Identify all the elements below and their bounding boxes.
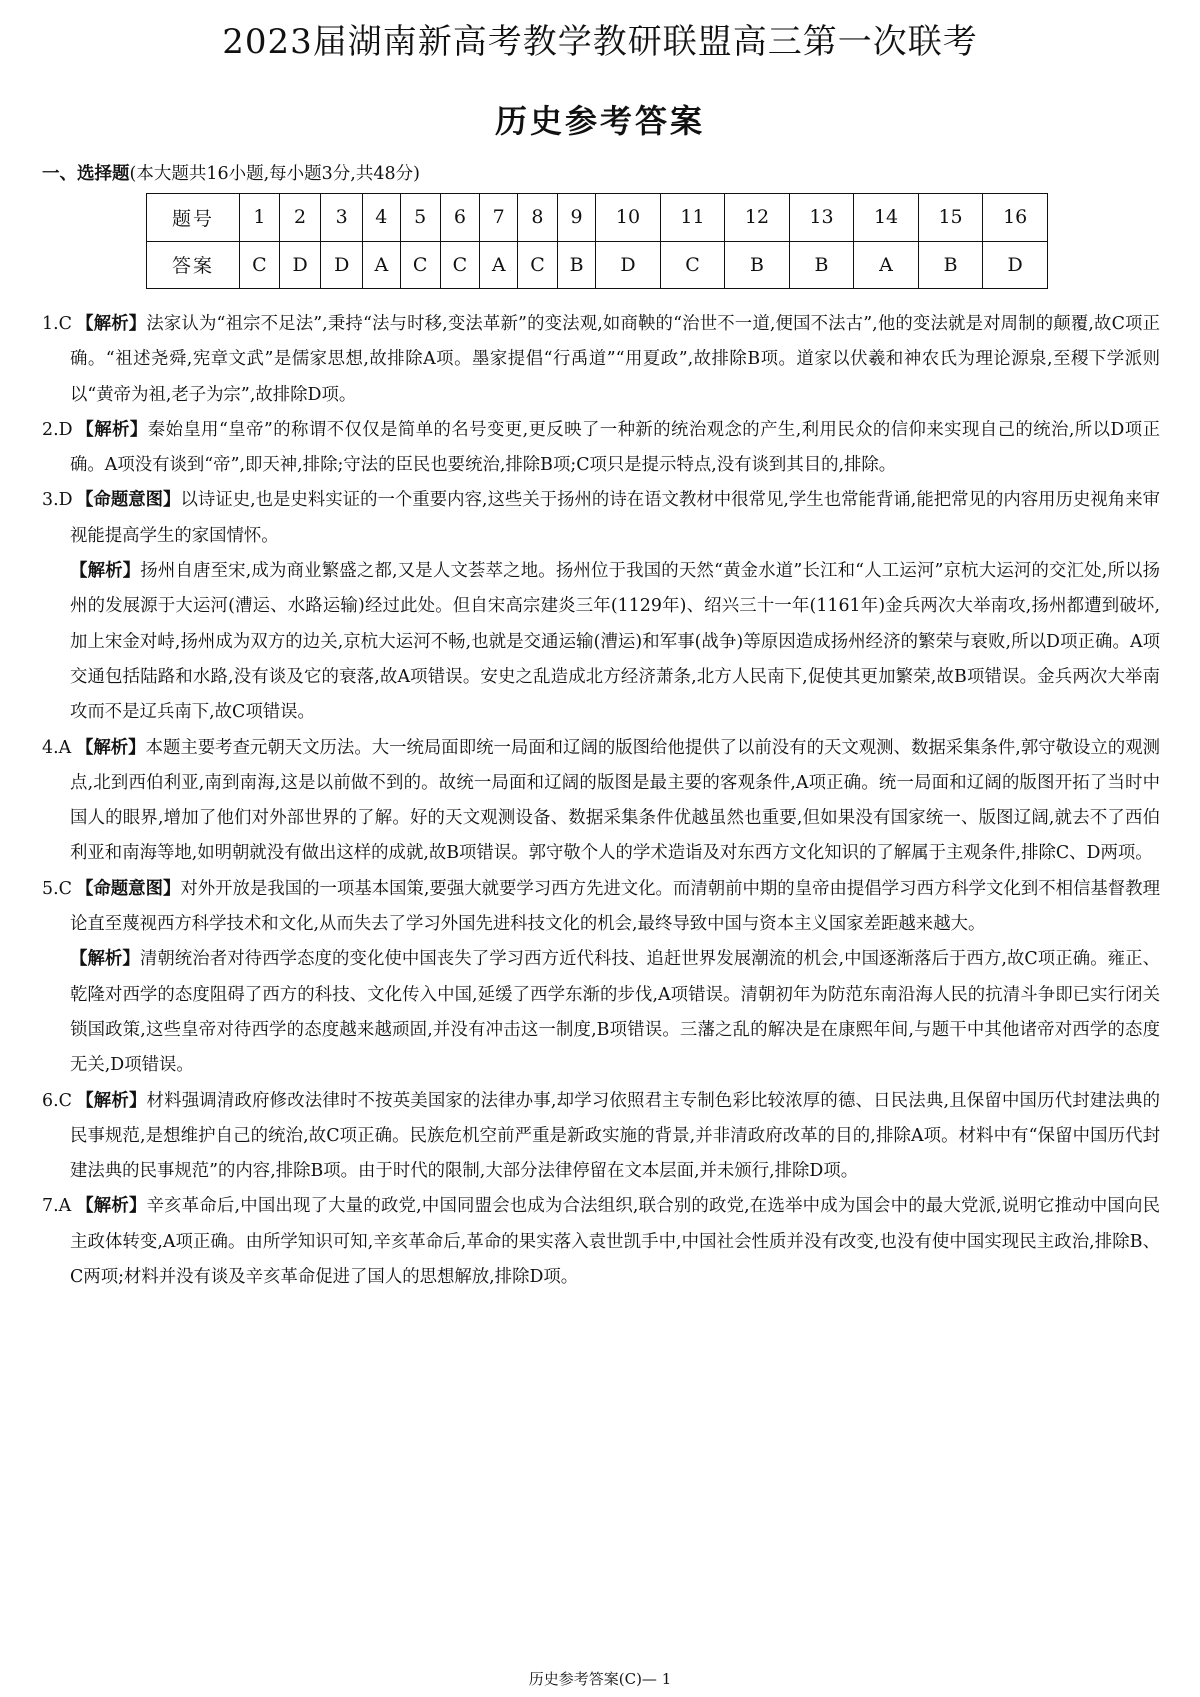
question-number: 6: [440, 194, 480, 242]
section-heading: [42, 160, 420, 185]
answer-cell: D: [983, 241, 1048, 289]
answer-cell: B: [789, 241, 854, 289]
answer-table: [146, 193, 1048, 289]
explanation-text: 辛亥革命后,中国出现了大量的政党,中国同盟会也成为合法组织,联合别的政党,在选举中成为国会中的最大党派,说明它推动中国向民主政体转变,A项正确。由所学知识可知,辛亥革命后,革命的果实落入袁世凯手中,中国社会性质并没有改变,也没有使中国实现民主政治,排除B、C两项;材料并没有谈及辛亥革命促进了国人的思想解放,排除D项。: [70, 1196, 1160, 1288]
question-number-answer: 3.D: [42, 490, 73, 511]
answer-cell: B: [918, 241, 983, 289]
explanation-text: 本题主要考查元朝天文历法。大一统局面即统一局面和辽阔的版图给他提供了以前没有的天文观测、数据采集条件,郭守敬设立的观测点,北到西伯利亚,南到南海,这是以前做不到的。故统一局面和辽阔的版图是最主要的客观条件,A项正确。统一局面和辽阔的版图开拓了当时中国人的眼界,增加了他们对外部世界的了解。好的天文观测设备、数据采集条件优越虽然也重要,但如果没有国家统一、版图辽阔,就去不了西伯利亚和南海等地,如明朝就没有做出这样的成就,故B项错误。郭守敬个人的学术造诣及对东西方文化知识的了解属于主观条件,排除C、D两项。: [70, 737, 1160, 864]
question-3-explanation: [42, 483, 1160, 554]
question-number: 12: [725, 194, 790, 242]
analysis-tag: 【解析】: [76, 314, 147, 334]
intent-tag: 【命题意图】: [76, 878, 181, 899]
analysis-tag: 【解析】: [76, 1196, 147, 1217]
question-number: 2: [279, 194, 321, 242]
question-1-explanation: [42, 307, 1160, 413]
question-number: 8: [518, 194, 558, 242]
page-footer: 历史参考答案(C)— 1: [528, 1670, 672, 1688]
answer-cell: D: [596, 241, 661, 289]
analysis-text: 清朝统治者对待西学态度的变化使中国丧失了学习西方近代科技、追赶世界发展潮流的机会,中国逐渐落后于西方,故C项正确。雍正、乾隆对西学的态度阻碍了西方的科技、文化传入中国,延缓了西学东渐的步伐,A项错误。清朝初年为防范东南沿海人民的抗清斗争即已实行闭关锁国政策,这些皇帝对待西学的态度越来越顽固,并没有冲击这一制度,B项错误。三藩之乱的解决是在康熙年间,与题干中其他诸帝对西学的态度无关,D项错误。: [70, 949, 1160, 1076]
question-number: 9: [557, 194, 595, 242]
answer-cell: B: [725, 241, 790, 289]
question-number: 5: [400, 194, 440, 242]
question-4-explanation: [42, 731, 1160, 872]
section-label: 一、选择题: [42, 164, 130, 184]
answer-cell: A: [480, 241, 518, 289]
question-number: 4: [362, 194, 400, 242]
answer-cell: A: [854, 241, 919, 289]
exam-title: 2023届湖南新高考教学教研联盟高三第一次联考: [222, 22, 978, 62]
answer-cell: C: [660, 241, 725, 289]
analysis-tag: 【解析】: [70, 949, 140, 970]
question-number: 11: [660, 194, 725, 242]
question-number-answer: 2.D: [42, 419, 73, 440]
answer-cell: C: [400, 241, 440, 289]
question-number-answer: 5.C: [42, 878, 72, 899]
question-3-analysis: [42, 554, 1160, 730]
answer-cell: B: [557, 241, 595, 289]
question-number-answer: 6.C: [42, 1090, 72, 1111]
analysis-text: 扬州自唐至宋,成为商业繁盛之都,又是人文荟萃之地。扬州位于我国的天然“黄金水道”长江和“人工运河”京杭大运河的交汇处,所以扬州的发展源于大运河(漕运、水路运输)经过此处。但自宋高宗建炎三年(1129年)、绍兴三十一年(1161年)金兵两次大举南攻,扬州都遭到破坏,加上宋金对峙,扬州成为双方的边关,京杭大运河不畅,也就是交通运输(漕运)和军事(战争)等原因造成扬州经济的繁荣与衰败,所以D项正确。A项交通包括陆路和水路,没有谈及它的衰落,故A项错误。安史之乱造成北方经济萧条,北方人民南下,促使其更加繁荣,故B项错误。金兵两次大举南攻而不是辽兵南下,故C项错误。: [70, 561, 1160, 723]
question-number-answer: 4.A: [42, 737, 72, 758]
answer-cell: C: [240, 241, 280, 289]
row-header-number: 题号: [147, 194, 240, 242]
explanations: [42, 307, 1160, 1295]
section-note: (本大题共16小题,每小题3分,共48分): [129, 164, 420, 184]
document-title: 历史参考答案: [494, 102, 705, 140]
question-7-explanation: [42, 1189, 1160, 1295]
explanation-text: 秦始皇用“皇帝”的称谓不仅仅是简单的名号变更,更反映了一种新的统治观念的产生,利用民众的信仰来实现自己的统治,所以D项正确。A项没有谈到“帝”,即天神,排除;守法的臣民也要统治,排除B项;C项只是提示特点,没有谈到其目的,排除。: [70, 419, 1160, 476]
question-number: 1: [240, 194, 280, 242]
question-number: 13: [789, 194, 854, 242]
analysis-tag: 【解析】: [76, 1090, 147, 1111]
question-2-explanation: [42, 413, 1160, 484]
question-6-explanation: [42, 1084, 1160, 1190]
answer-cell: C: [440, 241, 480, 289]
question-number: 3: [321, 194, 363, 242]
analysis-tag: 【解析】: [70, 561, 141, 582]
answer-cell: D: [279, 241, 321, 289]
question-number-answer: 1.C: [42, 314, 72, 334]
row-header-answer: 答案: [147, 241, 240, 289]
explanation-text: 对外开放是我国的一项基本国策,要强大就要学习西方先进文化。而清朝前中期的皇帝由提倡学习西方科学文化到不相信基督教理论直至蔑视西方科学技术和文化,从而失去了学习外国先进科技文化的机会,最终导致中国与资本主义国家差距越来越大。: [70, 878, 1160, 935]
explanation-text: 以诗证史,也是史料实证的一个重要内容,这些关于扬州的诗在语文教材中很常见,学生也常能背诵,能把常见的内容用历史视角来审视能提高学生的家国情怀。: [70, 490, 1160, 546]
answer-cell: C: [518, 241, 558, 289]
analysis-tag: 【解析】: [76, 419, 148, 440]
intent-tag: 【命题意图】: [76, 490, 181, 511]
question-number: 15: [918, 194, 983, 242]
question-number: 16: [983, 194, 1048, 242]
explanation-text: 材料强调清政府修改法律时不按英美国家的法律办事,却学习依照君主专制色彩比较浓厚的德、日民法典,且保留中国历代封建法典的民事规范,是想维护自己的统治,故C项正确。民族危机空前严重是新政实施的背景,并非清政府改革的目的,排除A项。材料中有“保留中国历代封建法典的民事规范”的内容,排除B项。由于时代的限制,大部分法律停留在文本层面,并未颁行,排除D项。: [70, 1090, 1160, 1182]
question-number-answer: 7.A: [42, 1196, 72, 1217]
question-number: 7: [480, 194, 518, 242]
question-number: 10: [596, 194, 661, 242]
explanation-text: 法家认为“祖宗不足法”,秉持“法与时移,变法革新”的变法观,如商鞅的“治世不一道,便国不法古”,他的变法就是对周制的颠覆,故C项正确。“祖述尧舜,宪章文武”是儒家思想,故排除A项。墨家提倡“行禹道”“用夏政”,故排除B项。道家以伏羲和神农氏为理论源泉,至稷下学派则以“黄帝为祖,老子为宗”,故排除D项。: [70, 314, 1160, 405]
question-number-row: [147, 194, 1048, 242]
analysis-tag: 【解析】: [76, 737, 146, 758]
question-5-explanation: [42, 872, 1160, 943]
question-5-analysis: [42, 942, 1160, 1083]
answer-cell: D: [321, 241, 363, 289]
answer-cell: A: [362, 241, 400, 289]
question-number: 14: [854, 194, 919, 242]
answer-row: [147, 241, 1048, 289]
